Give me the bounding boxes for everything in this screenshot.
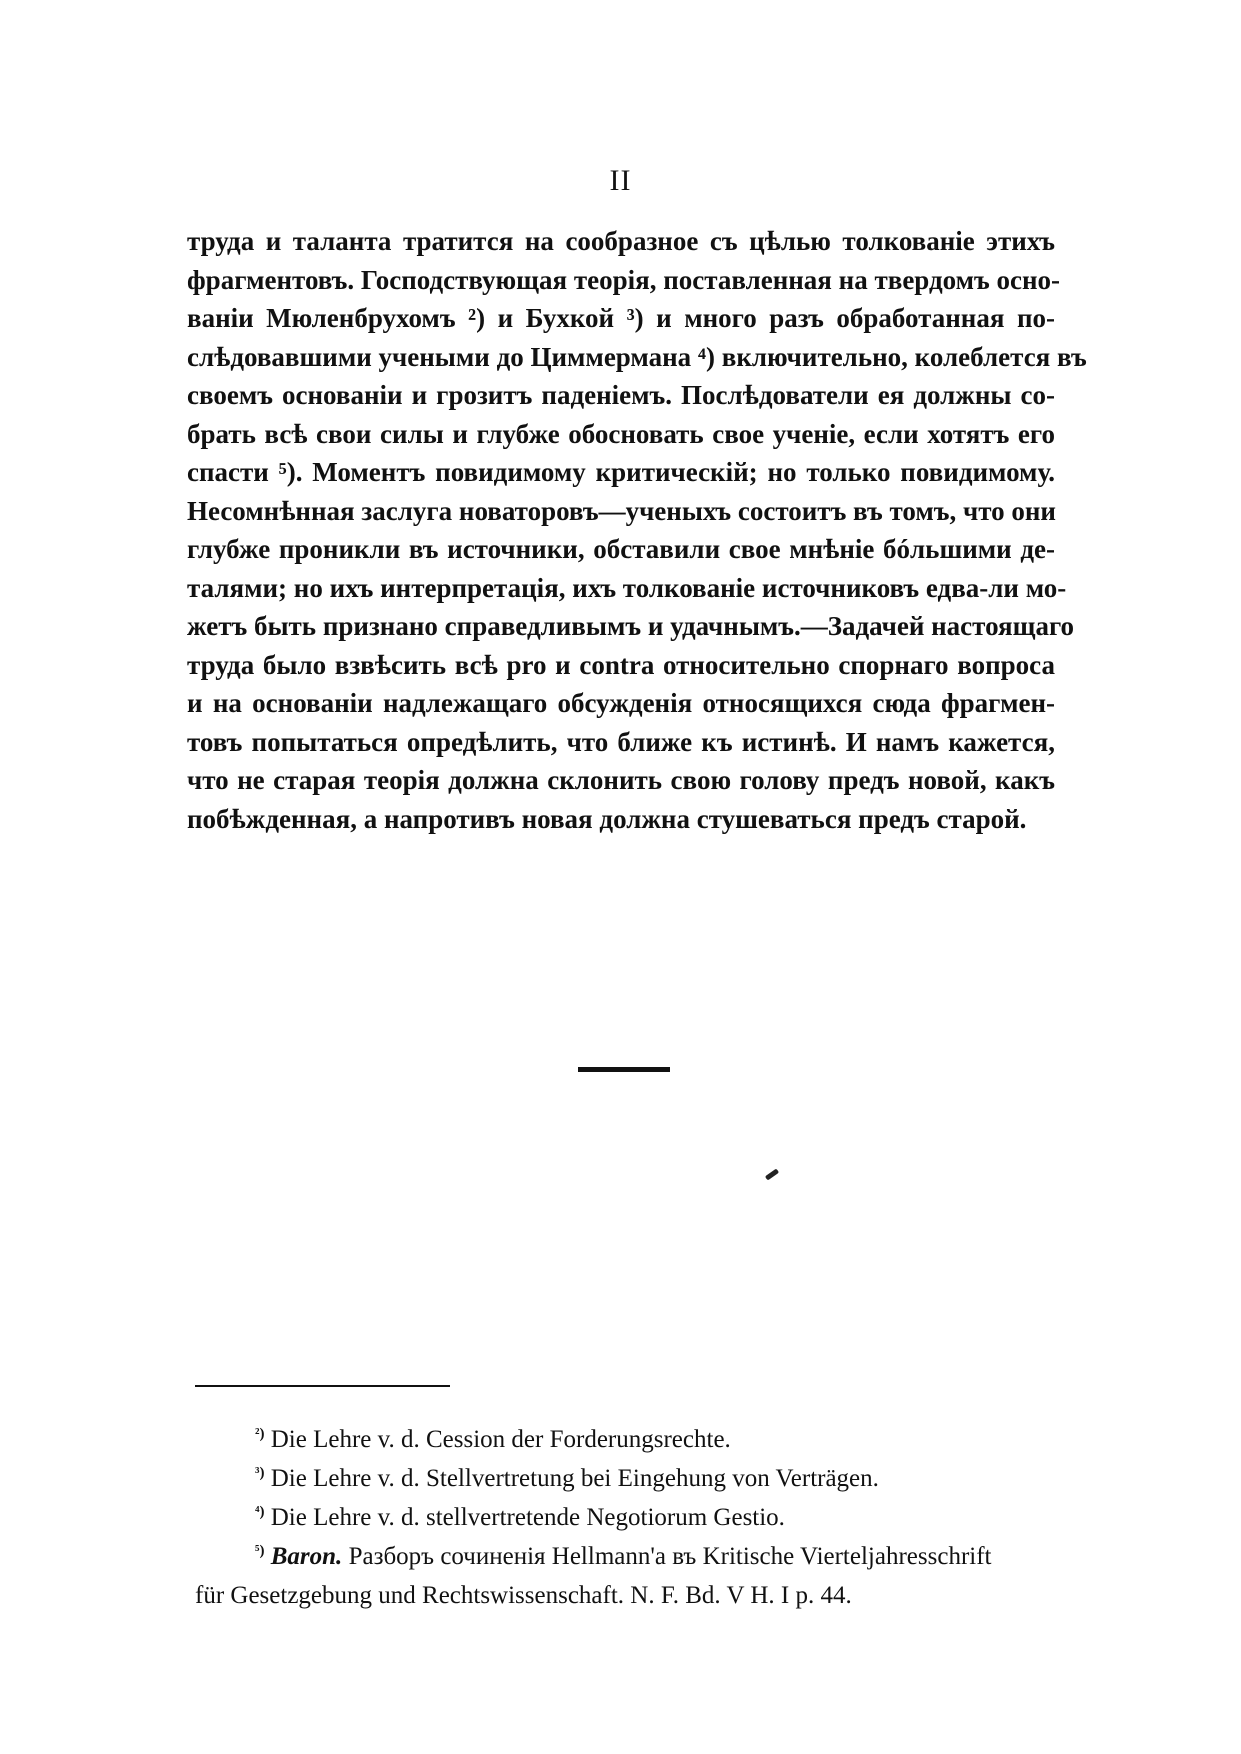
body-line: своемъ основаніи и грозитъ паденіемъ. Послѣдователи ея должны со- bbox=[187, 380, 1055, 410]
body-line: жетъ быть признано справедливымъ и удачнымъ.—Задачей настоящаго bbox=[187, 611, 1075, 641]
body-line: фрагментовъ. Господствующая теорія, поставленная на твердомъ осно- bbox=[187, 264, 1061, 295]
footnotes bbox=[195, 1420, 1063, 1615]
body-line: товъ попытаться опредѣлить, что ближе къ истинѣ. И намъ кажется, bbox=[187, 726, 1055, 757]
footnote-text: Die Lehre v. d. stellvertretende Negotiorum Gestio. bbox=[270, 1504, 785, 1531]
footnote-author: Baron. bbox=[270, 1543, 343, 1570]
body-line: побѣжденная, а напротивъ новая должна стушеваться предъ старой. bbox=[187, 803, 1027, 834]
footnote-mark: ³) bbox=[255, 1465, 265, 1481]
footnote-text: Разборъ сочиненія Hellmann'a въ Kritische Vierteljahresschrift bbox=[348, 1543, 992, 1570]
body-line: спасти ⁵). Моментъ повидимому критическій; но только повидимому. bbox=[187, 457, 1055, 487]
body-line: что не старая теорія должна склонить свою голову предъ новой, какъ bbox=[187, 765, 1055, 795]
footnote-mark: ⁴) bbox=[255, 1504, 265, 1520]
body-line: труда и таланта тратится на сообразное съ цѣлью толкованіе этихъ bbox=[187, 226, 1055, 256]
page-number: II bbox=[609, 164, 632, 197]
footnote-separator bbox=[195, 1385, 450, 1387]
stray-ink-mark bbox=[765, 1168, 779, 1180]
body-line: слѣдовавшими учеными до Циммермана ⁴) включительно, колеблется въ bbox=[187, 341, 1087, 372]
body-line: глубже проникли въ источники, обставили свое мнѣніе бóльшими де- bbox=[187, 534, 1055, 564]
footnote-2 bbox=[195, 1420, 1063, 1459]
footnote-mark: ⁵) bbox=[255, 1543, 265, 1559]
body-line: брать всѣ свои силы и глубже обосновать свое ученіе, если хотятъ его bbox=[187, 418, 1055, 449]
body-line: и на основаніи надлежащаго обсужденія относящихся сюда фрагмен- bbox=[187, 688, 1055, 718]
body-line: ваніи Мюленбрухомъ ²) и Бухкой ³) и много разъ обработанная по- bbox=[187, 303, 1055, 333]
footnote-text: Die Lehre v. d. Stellvertretung bei Eingehung von Verträgen. bbox=[270, 1465, 879, 1492]
footnote-5-continuation: für Gesetzgebung und Rechtswissenschaft. N. F. Bd. V H. I p. 44. bbox=[195, 1582, 852, 1609]
footnote-text: Die Lehre v. d. Cession der Forderungsrechte. bbox=[270, 1426, 731, 1453]
footnote-4 bbox=[195, 1498, 1063, 1537]
section-end-rule bbox=[578, 1067, 670, 1072]
body-line: труда было взвѣсить всѣ pro и contra относительно спорнаго вопроса bbox=[187, 649, 1055, 680]
footnote-mark: ²) bbox=[255, 1426, 265, 1442]
body-line: талями; но ихъ интерпретація, ихъ толкованіе источниковъ едва-ли мо- bbox=[187, 572, 1067, 603]
footnote-3 bbox=[195, 1459, 1063, 1498]
body-line: Несомнѣнная заслуга новаторовъ—ученыхъ состоитъ въ томъ, что они bbox=[187, 495, 1056, 526]
body-text bbox=[187, 222, 1087, 838]
footnote-5 bbox=[195, 1537, 1063, 1576]
